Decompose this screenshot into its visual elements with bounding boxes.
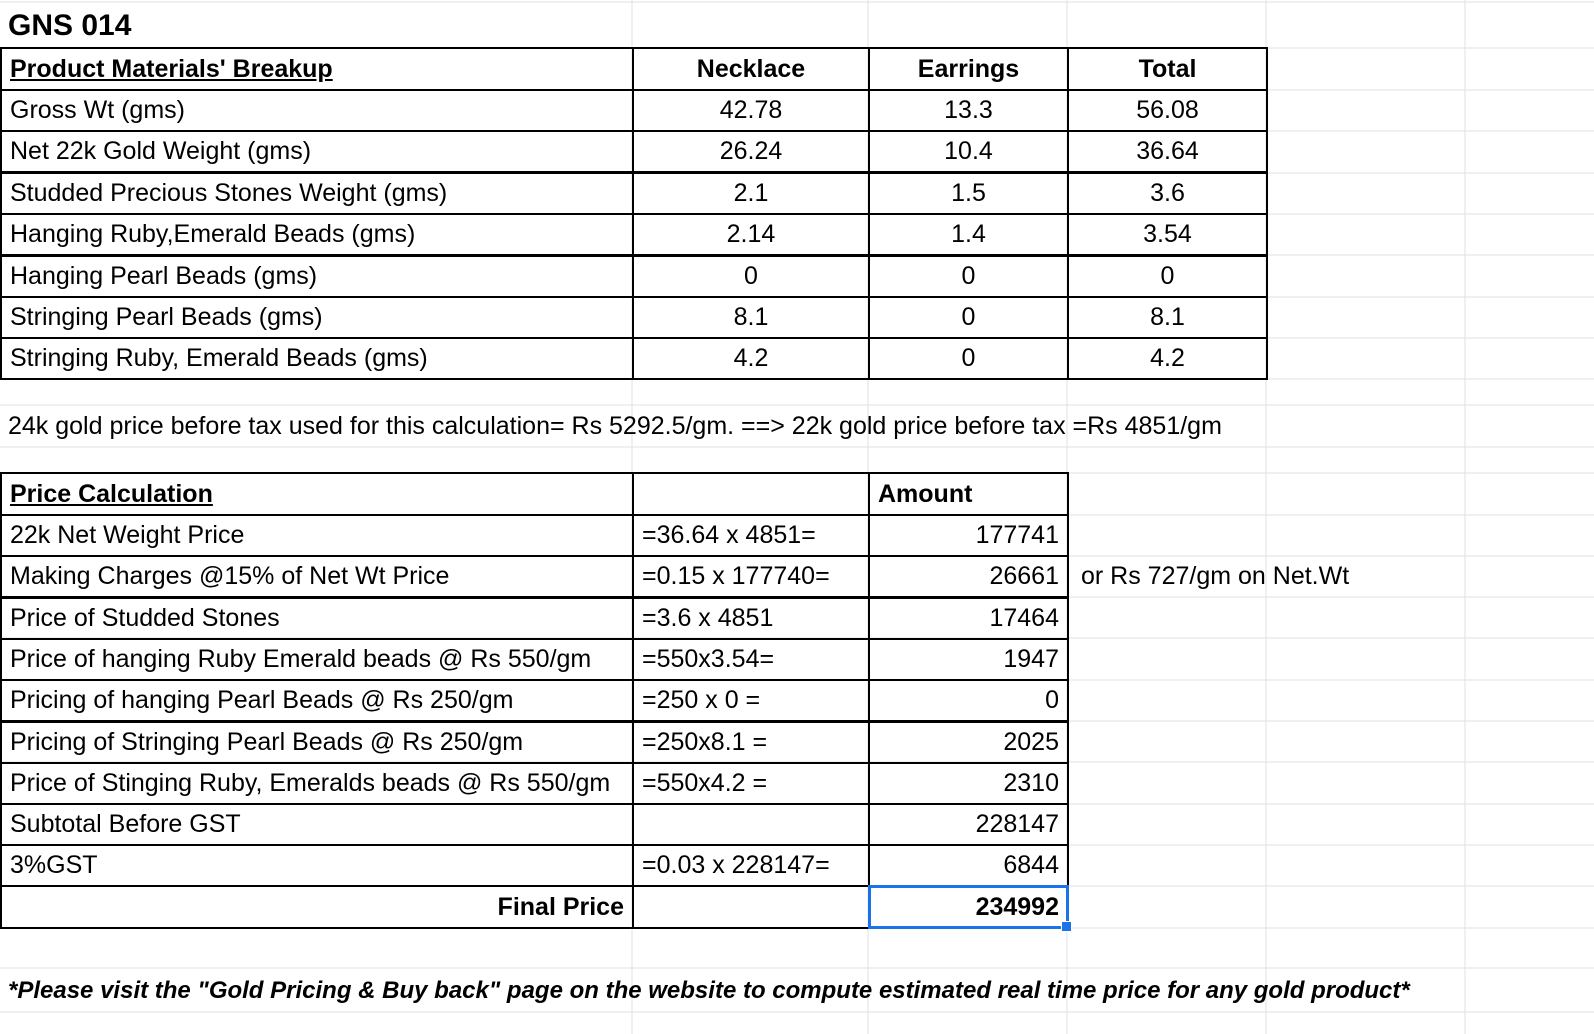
footer-note[interactable]: *Please visit the "Gold Pricing & Buy back" page on the website to compute estimated real time price for any gold product* [8, 976, 1410, 1004]
materials-row-necklace[interactable]: 8.1 [632, 296, 870, 339]
materials-row-earrings[interactable]: 0 [868, 255, 1069, 298]
materials-row-total[interactable]: 36.64 [1067, 130, 1268, 173]
materials-row-earrings[interactable]: 0 [868, 337, 1069, 380]
materials-row-label[interactable]: Gross Wt (gms) [0, 89, 634, 132]
final-price-amount[interactable]: 234992 [868, 885, 1069, 929]
price-row-formula[interactable]: =550x4.2 = [632, 762, 870, 805]
price-row-note[interactable]: or Rs 727/gm on Net.Wt [1081, 562, 1350, 590]
gold-price-note[interactable]: 24k gold price before tax used for this calculation= Rs 5292.5/gm. ==> 22k gold price before tax =Rs 4851/gm [8, 412, 1222, 440]
materials-row-earrings[interactable]: 1.4 [868, 213, 1069, 256]
materials-row-earrings[interactable]: 0 [868, 296, 1069, 339]
price-row-amount[interactable]: 2025 [868, 721, 1069, 764]
price-row-label[interactable]: Pricing of Stringing Pearl Beads @ Rs 250/gm [0, 721, 634, 764]
selection-fill-handle[interactable] [1061, 921, 1072, 932]
price-row-formula[interactable]: =36.64 x 4851= [632, 514, 870, 557]
materials-row-earrings[interactable]: 1.5 [868, 172, 1069, 215]
price-header-amount[interactable]: Amount [868, 472, 1069, 516]
price-row-formula[interactable]: =0.15 x 177740= [632, 555, 870, 598]
sheet-title[interactable]: GNS 014 [8, 9, 132, 42]
price-header-formula[interactable] [632, 472, 870, 516]
materials-row-label[interactable]: Stringing Pearl Beads (gms) [0, 296, 634, 339]
materials-header-total[interactable]: Total [1067, 47, 1268, 91]
price-row-formula[interactable]: =550x3.54= [632, 638, 870, 681]
materials-row-total[interactable]: 3.54 [1067, 213, 1268, 256]
materials-row-total[interactable]: 3.6 [1067, 172, 1268, 215]
materials-row-label[interactable]: Stringing Ruby, Emerald Beads (gms) [0, 337, 634, 380]
price-row-formula[interactable]: =3.6 x 4851 [632, 597, 870, 640]
price-row-label[interactable]: Pricing of hanging Pearl Beads @ Rs 250/gm [0, 679, 634, 722]
materials-row-total[interactable]: 0 [1067, 255, 1268, 298]
materials-row-necklace[interactable]: 26.24 [632, 130, 870, 173]
price-row-formula[interactable]: =0.03 x 228147= [632, 844, 870, 887]
price-row-label[interactable]: Subtotal Before GST [0, 803, 634, 846]
materials-row-label[interactable]: Hanging Pearl Beads (gms) [0, 255, 634, 298]
materials-row-necklace[interactable]: 42.78 [632, 89, 870, 132]
materials-header-label[interactable]: Product Materials' Breakup [0, 47, 634, 91]
price-row-amount[interactable]: 26661 [868, 555, 1069, 598]
price-row-label[interactable]: 3%GST [0, 844, 634, 887]
price-row-formula[interactable]: =250x8.1 = [632, 721, 870, 764]
materials-header-earrings[interactable]: Earrings [868, 47, 1069, 91]
final-price-formula[interactable] [632, 885, 870, 929]
final-price-label[interactable]: Final Price [0, 885, 634, 929]
price-row-label[interactable]: Making Charges @15% of Net Wt Price [0, 555, 634, 598]
price-row-amount[interactable]: 228147 [868, 803, 1069, 846]
price-row-formula[interactable]: =250 x 0 = [632, 679, 870, 722]
price-row-label[interactable]: Price of Stinging Ruby, Emeralds beads @ Rs 550/gm [0, 762, 634, 805]
price-row-amount[interactable]: 6844 [868, 844, 1069, 887]
price-row-amount[interactable]: 177741 [868, 514, 1069, 557]
price-row-label[interactable]: 22k Net Weight Price [0, 514, 634, 557]
materials-row-label[interactable]: Net 22k Gold Weight (gms) [0, 130, 634, 173]
price-row-amount[interactable]: 17464 [868, 597, 1069, 640]
materials-row-necklace[interactable]: 4.2 [632, 337, 870, 380]
price-row-formula[interactable] [632, 803, 870, 846]
price-row-label[interactable]: Price of Studded Stones [0, 597, 634, 640]
price-header-label[interactable]: Price Calculation [0, 472, 634, 516]
materials-row-necklace[interactable]: 2.14 [632, 213, 870, 256]
materials-row-earrings[interactable]: 10.4 [868, 130, 1069, 173]
materials-row-label[interactable]: Hanging Ruby,Emerald Beads (gms) [0, 213, 634, 256]
price-row-label[interactable]: Price of hanging Ruby Emerald beads @ Rs 550/gm [0, 638, 634, 681]
materials-row-total[interactable]: 8.1 [1067, 296, 1268, 339]
materials-row-label[interactable]: Studded Precious Stones Weight (gms) [0, 172, 634, 215]
price-row-amount[interactable]: 1947 [868, 638, 1069, 681]
materials-row-necklace[interactable]: 0 [632, 255, 870, 298]
materials-row-total[interactable]: 4.2 [1067, 337, 1268, 380]
materials-header-necklace[interactable]: Necklace [632, 47, 870, 91]
selected-cell-outline [868, 885, 1069, 929]
price-row-amount[interactable]: 2310 [868, 762, 1069, 805]
materials-row-earrings[interactable]: 13.3 [868, 89, 1069, 132]
price-row-amount[interactable]: 0 [868, 679, 1069, 722]
materials-row-necklace[interactable]: 2.1 [632, 172, 870, 215]
materials-row-total[interactable]: 56.08 [1067, 89, 1268, 132]
